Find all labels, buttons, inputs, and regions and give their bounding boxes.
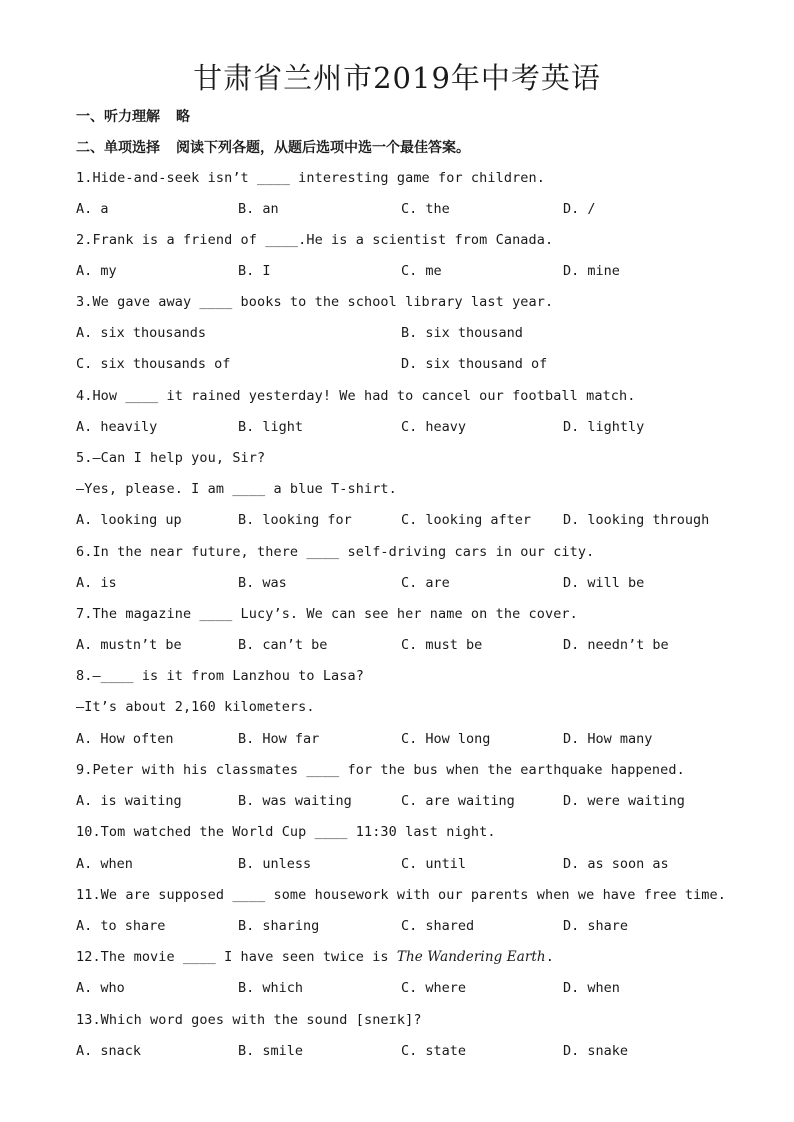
option-c[interactable]: C. are (401, 575, 450, 591)
section-title: 一、听力理解 (76, 109, 160, 125)
option-c[interactable]: C. until (401, 856, 467, 872)
option-d[interactable]: D. six thousand of (401, 356, 548, 372)
option-c[interactable]: C. state (401, 1043, 467, 1059)
option-b[interactable]: B. sharing (238, 918, 320, 934)
option-b[interactable]: B. light (238, 419, 304, 435)
option-c[interactable]: C. where (401, 980, 467, 996)
option-a[interactable]: A. How often (76, 731, 174, 747)
question-stem: 1.Hide-and-seek isn’t ____ interesting game for children. (76, 170, 545, 186)
question-stem: 9.Peter with his classmates ____ for the bus when the earthquake happened. (76, 762, 685, 778)
option-b[interactable]: B. was (238, 575, 287, 591)
option-a[interactable]: A. looking up (76, 512, 182, 528)
option-d[interactable]: D. when (563, 980, 620, 996)
question-stem: 6.In the near future, there ____ self-driving cars in our city. (76, 544, 595, 560)
section-note: 略 (176, 109, 190, 125)
option-b[interactable]: B. I (238, 263, 271, 279)
stem-text: 12.The movie ____ I have seen twice is (76, 949, 397, 965)
section-title: 二、单项选择 (76, 140, 160, 156)
option-a[interactable]: A. who (76, 980, 125, 996)
option-d[interactable]: D. as soon as (563, 856, 669, 872)
option-a[interactable]: A. when (76, 856, 133, 872)
question-stem-line2: —It’s about 2,160 kilometers. (76, 699, 315, 715)
option-c[interactable]: C. six thousands of (76, 356, 231, 372)
option-a[interactable]: A. my (76, 263, 117, 279)
movie-title: The Wandering Earth (396, 949, 546, 965)
option-a[interactable]: A. to share (76, 918, 166, 934)
question-stem: 3.We gave away ____ books to the school library last year. (76, 294, 554, 310)
section-heading-listening (76, 106, 190, 126)
option-d[interactable]: D. mine (563, 263, 620, 279)
option-d[interactable]: D. needn’t be (563, 637, 669, 653)
option-d[interactable]: D. snake (563, 1043, 629, 1059)
section-note: 阅读下列各题，从题后选项中选一个最佳答案。 (176, 140, 470, 156)
option-a[interactable]: A. a (76, 201, 109, 217)
option-c[interactable]: C. me (401, 263, 442, 279)
option-d[interactable]: D. looking through (563, 512, 710, 528)
question-stem: 4.How ____ it rained yesterday! We had to cancel our football match. (76, 388, 636, 404)
option-b[interactable]: B. six thousand (401, 325, 523, 341)
question-stem: 5.—Can I help you, Sir? (76, 450, 266, 466)
stem-end: . (545, 949, 554, 965)
option-d[interactable]: D. share (563, 918, 629, 934)
question-stem (76, 949, 554, 965)
option-d[interactable]: D. were waiting (563, 793, 685, 809)
option-b[interactable]: B. looking for (238, 512, 352, 528)
question-stem: 13.Which word goes with the sound [sneɪk]? (76, 1012, 422, 1028)
option-a[interactable]: A. snack (76, 1043, 142, 1059)
option-c[interactable]: C. How long (401, 731, 491, 747)
option-b[interactable]: B. an (238, 201, 279, 217)
option-d[interactable]: D. / (563, 201, 596, 217)
option-a[interactable]: A. six thousands (76, 325, 207, 341)
option-c[interactable]: C. heavy (401, 419, 467, 435)
question-stem: 7.The magazine ____ Lucy’s. We can see her name on the cover. (76, 606, 578, 622)
option-c[interactable]: C. must be (401, 637, 483, 653)
option-c[interactable]: C. are waiting (401, 793, 515, 809)
option-c[interactable]: C. shared (401, 918, 475, 934)
option-b[interactable]: B. How far (238, 731, 320, 747)
option-b[interactable]: B. unless (238, 856, 312, 872)
option-a[interactable]: A. is waiting (76, 793, 182, 809)
option-d[interactable]: D. lightly (563, 419, 645, 435)
option-a[interactable]: A. is (76, 575, 117, 591)
option-d[interactable]: D. will be (563, 575, 645, 591)
option-c[interactable]: C. looking after (401, 512, 532, 528)
question-stem: 10.Tom watched the World Cup ____ 11:30 last night. (76, 824, 496, 840)
option-d[interactable]: D. How many (563, 731, 653, 747)
page-title: 甘肃省兰州市2019年中考英语 (193, 61, 601, 95)
question-stem: 2.Frank is a friend of ____.He is a scientist from Canada. (76, 232, 554, 248)
option-b[interactable]: B. can’t be (238, 637, 328, 653)
option-c[interactable]: C. the (401, 201, 450, 217)
option-a[interactable]: A. mustn’t be (76, 637, 182, 653)
question-stem: 8.—____ is it from Lanzhou to Lasa? (76, 668, 364, 684)
question-stem-line2: —Yes, please. I am ____ a blue T-shirt. (76, 481, 397, 497)
option-b[interactable]: B. smile (238, 1043, 304, 1059)
section-heading-single-choice (76, 137, 470, 157)
question-stem: 11.We are supposed ____ some housework with our parents when we have free time. (76, 887, 726, 903)
option-b[interactable]: B. which (238, 980, 304, 996)
option-b[interactable]: B. was waiting (238, 793, 352, 809)
option-a[interactable]: A. heavily (76, 419, 158, 435)
